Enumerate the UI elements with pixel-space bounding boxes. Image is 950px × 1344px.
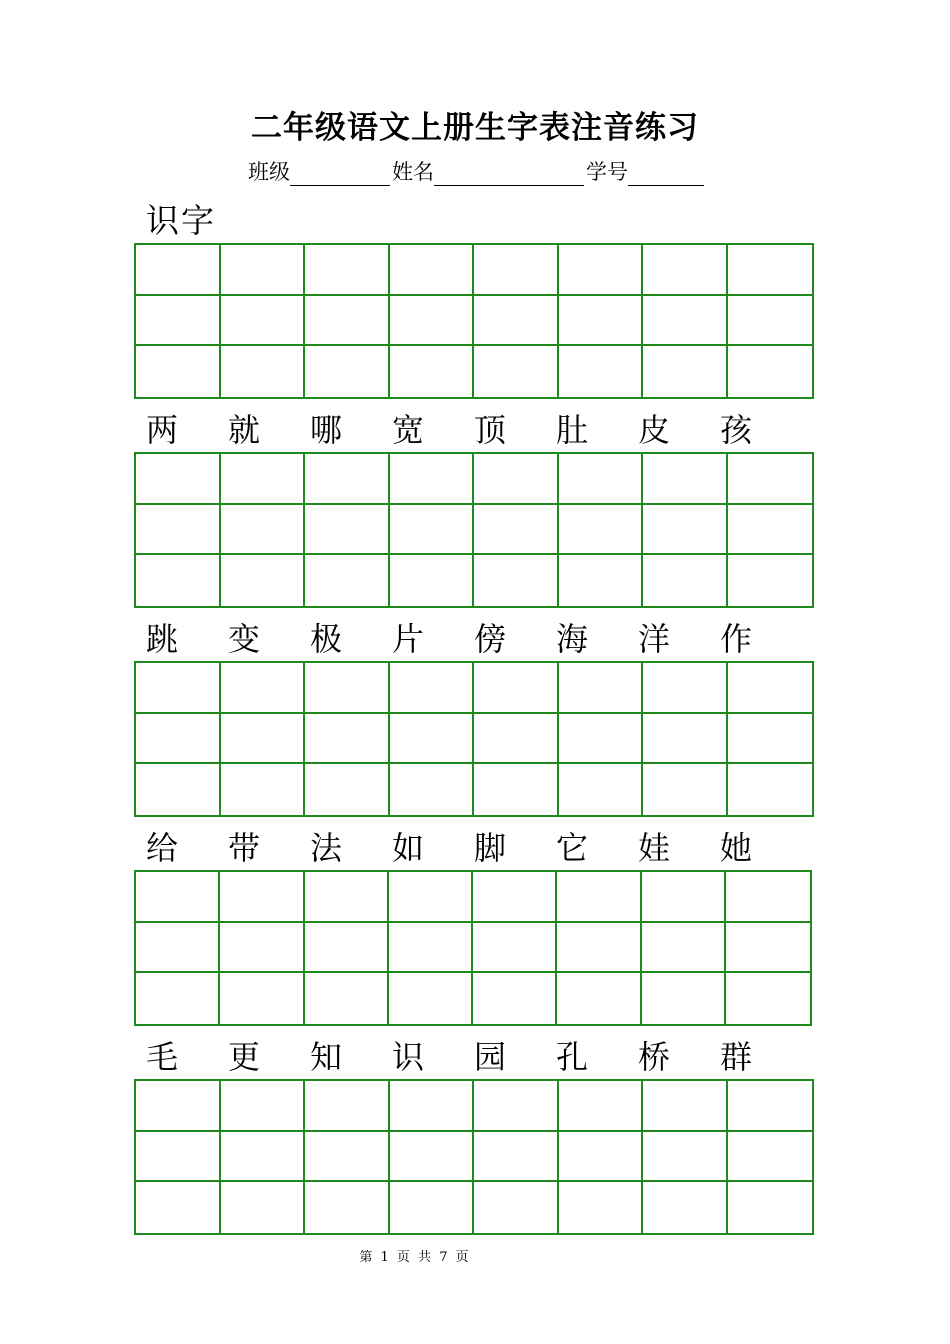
writing-cell <box>728 764 813 815</box>
writing-cell <box>643 555 728 606</box>
writing-cell <box>220 923 304 974</box>
vocab-char: 它 <box>556 829 589 867</box>
writing-grid-4 <box>134 870 812 1026</box>
char-row-4 <box>134 1037 814 1077</box>
char-row-3 <box>134 828 814 868</box>
writing-cell <box>728 1081 813 1132</box>
vocab-char: 傍 <box>474 620 507 658</box>
writing-cell <box>390 555 475 606</box>
writing-cell <box>221 555 306 606</box>
writing-cell <box>728 296 813 347</box>
writing-cell <box>136 973 220 1024</box>
writing-cell <box>305 663 390 714</box>
section-label-shizi: 识字 <box>146 201 216 240</box>
vocab-char: 如 <box>392 829 425 867</box>
writing-cell <box>221 245 306 296</box>
student-info-line <box>248 156 706 186</box>
writing-cell <box>642 923 726 974</box>
number-blank <box>628 161 704 186</box>
writing-cell <box>389 973 473 1024</box>
writing-cell <box>643 1182 728 1233</box>
writing-grid-3 <box>134 661 814 817</box>
writing-cell <box>305 1182 390 1233</box>
writing-cell <box>305 505 390 556</box>
writing-cell <box>136 923 220 974</box>
vocab-char: 极 <box>310 620 343 658</box>
writing-cell <box>390 296 475 347</box>
writing-cell <box>559 663 644 714</box>
writing-cell <box>221 454 306 505</box>
writing-cell <box>136 663 221 714</box>
writing-cell <box>136 346 221 397</box>
writing-cell <box>221 764 306 815</box>
writing-cell <box>557 973 641 1024</box>
writing-cell <box>474 1182 559 1233</box>
writing-cell <box>390 346 475 397</box>
writing-cell <box>390 454 475 505</box>
writing-cell <box>220 872 304 923</box>
writing-cell <box>305 764 390 815</box>
writing-cell <box>474 714 559 765</box>
writing-cell <box>305 714 390 765</box>
writing-cell <box>559 764 644 815</box>
vocab-char: 两 <box>146 411 179 449</box>
vocab-char: 园 <box>474 1038 507 1076</box>
writing-cell <box>642 973 726 1024</box>
vocab-char: 宽 <box>392 411 425 449</box>
writing-grid-2 <box>134 452 814 608</box>
writing-cell <box>390 1182 475 1233</box>
writing-cell <box>305 555 390 606</box>
writing-cell <box>643 346 728 397</box>
writing-cell <box>389 923 473 974</box>
writing-cell <box>221 714 306 765</box>
writing-cell <box>474 346 559 397</box>
vocab-char: 肚 <box>556 411 589 449</box>
writing-cell <box>643 505 728 556</box>
page-title: 二年级语文上册生字表注音练习 <box>251 110 699 146</box>
vocab-char: 知 <box>310 1038 343 1076</box>
writing-cell <box>474 764 559 815</box>
vocab-char: 她 <box>720 829 753 867</box>
writing-cell <box>136 1081 221 1132</box>
char-row-1 <box>134 410 814 450</box>
writing-cell <box>390 245 475 296</box>
writing-cell <box>728 454 813 505</box>
writing-cell <box>728 714 813 765</box>
writing-cell <box>390 1081 475 1132</box>
writing-cell <box>474 555 559 606</box>
writing-cell <box>390 764 475 815</box>
writing-cell <box>559 454 644 505</box>
writing-cell <box>728 663 813 714</box>
writing-cell <box>390 714 475 765</box>
writing-cell <box>728 245 813 296</box>
writing-cell <box>473 973 557 1024</box>
vocab-char: 毛 <box>146 1038 179 1076</box>
class-blank <box>290 161 390 186</box>
name-blank <box>434 161 584 186</box>
writing-cell <box>474 245 559 296</box>
writing-grid-1 <box>134 243 814 399</box>
writing-cell <box>221 663 306 714</box>
writing-cell <box>305 296 390 347</box>
vocab-char: 桥 <box>638 1038 671 1076</box>
writing-cell <box>559 245 644 296</box>
writing-cell <box>305 245 390 296</box>
writing-cell <box>559 296 644 347</box>
writing-cell <box>305 872 389 923</box>
writing-cell <box>390 663 475 714</box>
writing-cell <box>559 555 644 606</box>
page-footer: 第 1 页 共 7 页 <box>359 1250 471 1265</box>
writing-cell <box>474 296 559 347</box>
writing-cell <box>136 296 221 347</box>
writing-cell <box>305 346 390 397</box>
vocab-char: 给 <box>146 829 179 867</box>
writing-cell <box>643 245 728 296</box>
writing-cell <box>221 1081 306 1132</box>
writing-cell <box>642 872 726 923</box>
writing-cell <box>220 973 304 1024</box>
writing-cell <box>305 454 390 505</box>
writing-cell <box>221 1132 306 1183</box>
writing-cell <box>728 1132 813 1183</box>
vocab-char: 法 <box>310 829 343 867</box>
vocab-char: 群 <box>720 1038 753 1076</box>
writing-cell <box>559 346 644 397</box>
writing-cell <box>728 555 813 606</box>
vocab-char: 就 <box>228 411 261 449</box>
writing-cell <box>643 714 728 765</box>
writing-cell <box>390 505 475 556</box>
writing-cell <box>390 1132 475 1183</box>
vocab-char: 哪 <box>310 411 343 449</box>
vocab-char: 跳 <box>146 620 179 658</box>
vocab-char: 孩 <box>720 411 753 449</box>
writing-cell <box>136 505 221 556</box>
writing-cell <box>305 1132 390 1183</box>
writing-cell <box>136 454 221 505</box>
vocab-char: 娃 <box>638 829 671 867</box>
vocab-char: 更 <box>228 1038 261 1076</box>
writing-cell <box>474 505 559 556</box>
writing-cell <box>305 923 389 974</box>
writing-cell <box>726 973 810 1024</box>
number-label: 学号 <box>586 160 628 184</box>
writing-cell <box>643 764 728 815</box>
writing-cell <box>728 505 813 556</box>
writing-cell <box>728 346 813 397</box>
writing-cell <box>136 714 221 765</box>
writing-cell <box>305 973 389 1024</box>
vocab-char: 海 <box>556 620 589 658</box>
writing-cell <box>389 872 473 923</box>
vocab-char: 带 <box>228 829 261 867</box>
writing-cell <box>305 1081 390 1132</box>
writing-cell <box>559 714 644 765</box>
writing-cell <box>643 454 728 505</box>
writing-cell <box>726 923 810 974</box>
writing-cell <box>559 1081 644 1132</box>
writing-cell <box>221 505 306 556</box>
writing-cell <box>557 872 641 923</box>
writing-cell <box>136 764 221 815</box>
writing-cell <box>559 1182 644 1233</box>
writing-cell <box>559 505 644 556</box>
writing-cell <box>643 1132 728 1183</box>
writing-cell <box>474 1132 559 1183</box>
writing-cell <box>136 1132 221 1183</box>
writing-cell <box>643 663 728 714</box>
vocab-char: 皮 <box>638 411 671 449</box>
vocab-char: 作 <box>720 620 753 658</box>
char-row-2 <box>134 619 814 659</box>
writing-cell <box>643 1081 728 1132</box>
writing-cell <box>136 245 221 296</box>
writing-cell <box>221 346 306 397</box>
writing-cell <box>643 296 728 347</box>
vocab-char: 片 <box>392 620 425 658</box>
writing-cell <box>559 1132 644 1183</box>
writing-cell <box>136 555 221 606</box>
writing-cell <box>136 872 220 923</box>
writing-cell <box>473 923 557 974</box>
writing-cell <box>474 1081 559 1132</box>
writing-cell <box>726 872 810 923</box>
writing-cell <box>474 663 559 714</box>
name-label: 姓名 <box>392 160 434 184</box>
vocab-char: 孔 <box>556 1038 589 1076</box>
writing-cell <box>728 1182 813 1233</box>
vocab-char: 脚 <box>474 829 507 867</box>
writing-grid-5 <box>134 1079 814 1235</box>
writing-cell <box>136 1182 221 1233</box>
class-label: 班级 <box>248 160 290 184</box>
writing-cell <box>221 1182 306 1233</box>
writing-cell <box>221 296 306 347</box>
vocab-char: 顶 <box>474 411 507 449</box>
writing-cell <box>474 454 559 505</box>
writing-cell <box>473 872 557 923</box>
writing-cell <box>557 923 641 974</box>
vocab-char: 识 <box>392 1038 425 1076</box>
vocab-char: 变 <box>228 620 261 658</box>
vocab-char: 洋 <box>638 620 671 658</box>
